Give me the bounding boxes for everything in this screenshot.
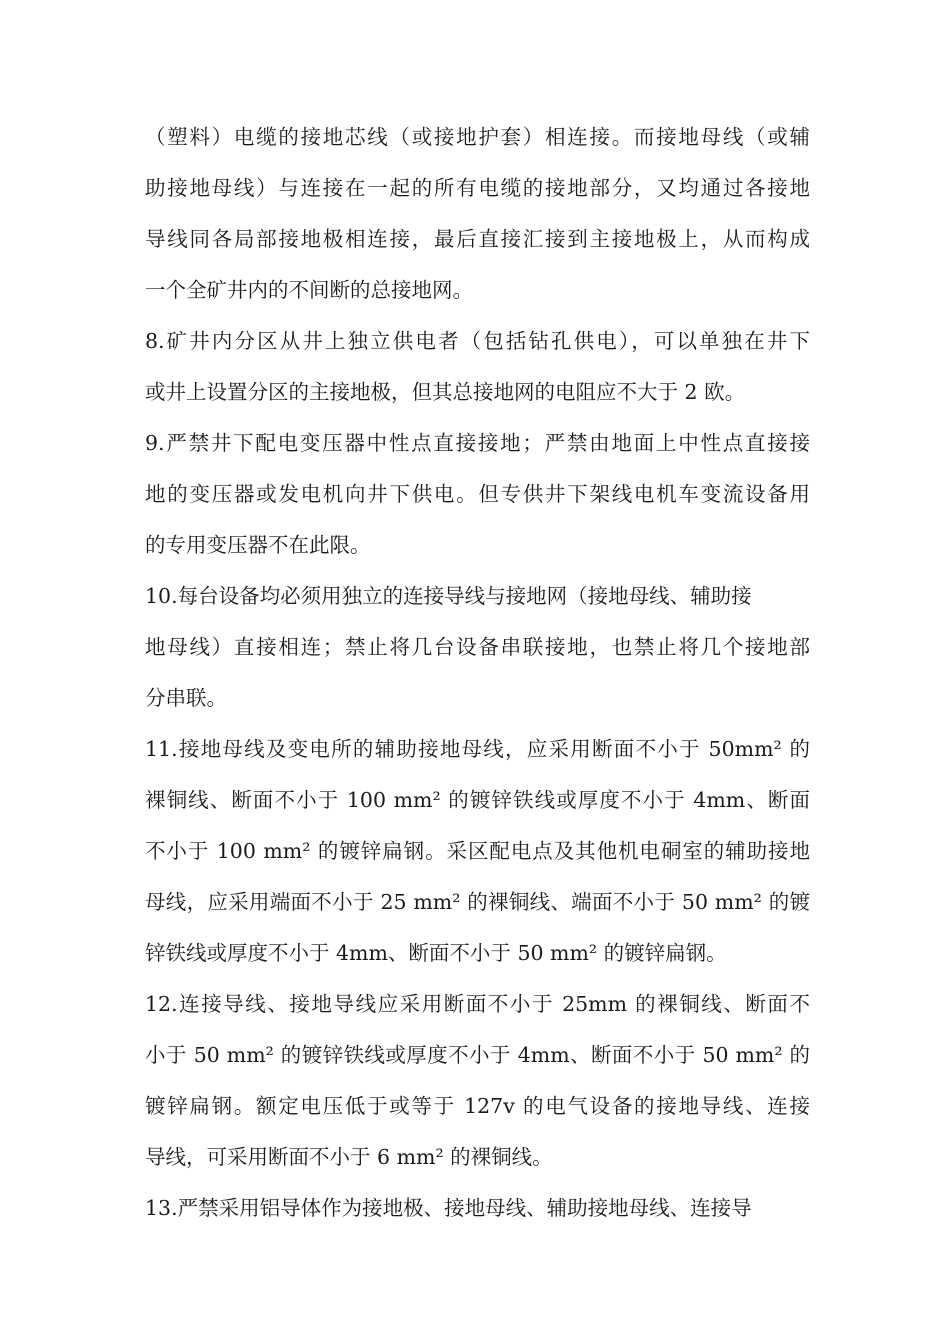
text-line: 导线同各局部接地极相连接，最后直接汇接到主接地极上，从而构成 <box>145 227 810 251</box>
text-line: （塑料）电缆的接地芯线（或接地护套）相连接。而接地母线（或辅 <box>145 125 810 149</box>
paragraph-item-9 <box>145 418 810 571</box>
text-line: 13.严禁采用铝导体作为接地极、接地母线、辅助接地母线、连接导 <box>145 1196 752 1220</box>
text-line: 镀锌扁钢。额定电压低于或等于 127v 的电气设备的接地导线、连接 <box>145 1094 810 1118</box>
paragraph-item-11 <box>145 724 810 979</box>
text-line: 9.严禁井下配电变压器中性点直接接地；严禁由地面上中性点直接接 <box>145 431 810 455</box>
text-line: 或井上设置分区的主接地极，但其总接地网的电阻应不大于 2 欧。 <box>145 380 746 404</box>
text-line: 锌铁线或厚度不小于 4mm、断面不小于 50 mm² 的镀锌扁钢。 <box>145 941 727 965</box>
text-line: 的专用变压器不在此限。 <box>145 533 371 557</box>
text-line: 不小于 100 mm² 的镀锌扁钢。采区配电点及其他机电硐室的辅助接地 <box>145 839 810 863</box>
paragraph-item-8 <box>145 316 810 418</box>
text-line: 助接地母线）与连接在一起的所有电缆的接地部分，又均通过各接地 <box>145 176 810 200</box>
text-line: 11.接地母线及变电所的辅助接地母线，应采用断面不小于 50mm² 的 <box>145 737 810 761</box>
text-line: 8.矿井内分区从井上独立供电者（包括钻孔供电），可以单独在井下 <box>145 329 810 353</box>
text-line: 一个全矿井内的不间断的总接地网。 <box>145 278 473 302</box>
paragraph-item-10 <box>145 571 810 724</box>
text-line: 分串联。 <box>145 686 227 710</box>
paragraph-item-13 <box>145 1183 810 1234</box>
document-body <box>145 112 810 1234</box>
text-line: 小于 50 mm² 的镀锌铁线或厚度不小于 4mm、断面不小于 50 mm² 的 <box>145 1043 810 1067</box>
text-line: 母线，应采用端面不小于 25 mm² 的裸铜线、端面不小于 50 mm² 的镀 <box>145 890 810 914</box>
text-line: 裸铜线、断面不小于 100 mm² 的镀锌铁线或厚度不小于 4mm、断面 <box>145 788 810 812</box>
text-line: 地母线）直接相连；禁止将几台设备串联接地，也禁止将几个接地部 <box>145 635 810 659</box>
text-line: 10.每台设备均必须用独立的连接导线与接地网（接地母线、辅助接 <box>145 584 752 608</box>
text-line: 12.连接导线、接地导线应采用断面不小于 25mm 的裸铜线、断面不 <box>145 992 810 1016</box>
text-line: 导线，可采用断面不小于 6 mm² 的裸铜线。 <box>145 1145 553 1169</box>
paragraph-item-12 <box>145 979 810 1183</box>
text-line: 地的变压器或发电机向井下供电。但专供井下架线电机车变流设备用 <box>145 482 810 506</box>
paragraph-continuation <box>145 112 810 316</box>
